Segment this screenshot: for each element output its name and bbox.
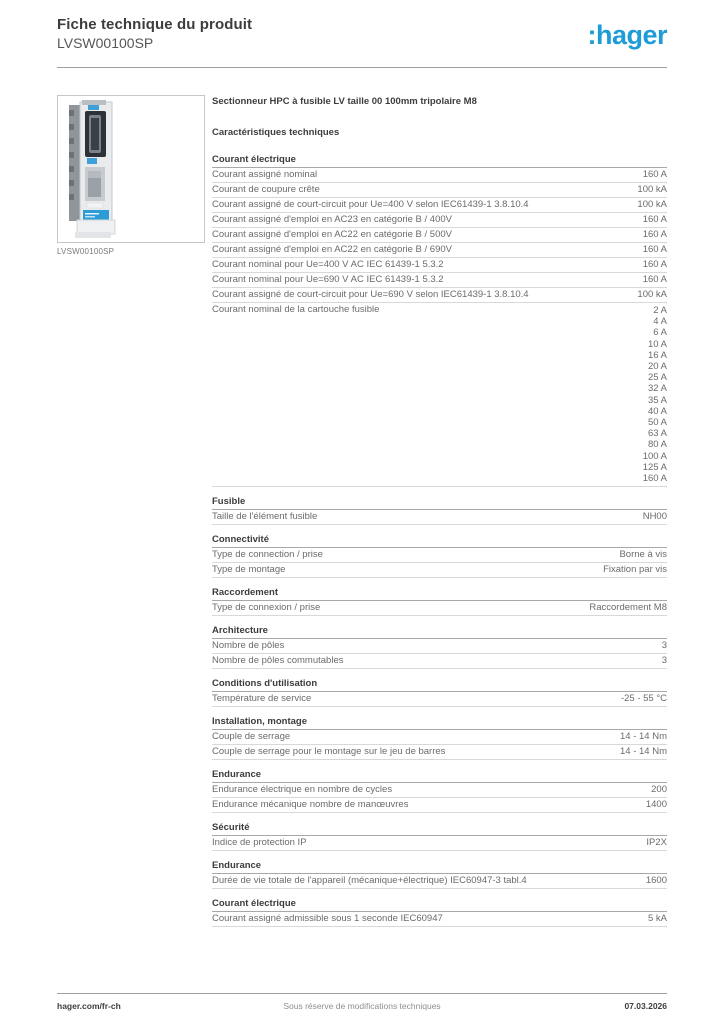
- row-value: Raccordement M8: [589, 602, 667, 614]
- row-label: Type de connection / prise: [212, 549, 323, 561]
- row-value: 100 kA: [637, 289, 667, 300]
- row-value: 3: [661, 655, 667, 667]
- section-title: Raccordement: [212, 588, 667, 601]
- title-block: [57, 15, 252, 52]
- row-label: Couple de serrage pour le montage sur le jeu de barres: [212, 746, 446, 758]
- table-row: [212, 228, 667, 243]
- table-row: [212, 601, 667, 616]
- row-label: Type de montage: [212, 564, 286, 576]
- footer-note: Sous réserve de modifications techniques: [283, 1001, 441, 1011]
- row-label: Taille de l'élément fusible: [212, 511, 318, 523]
- row-value-line: 6 A: [653, 327, 667, 339]
- row-value: 100 kA: [637, 199, 667, 210]
- section-title: Courant électrique: [212, 899, 667, 912]
- row-value: 160 A: [642, 244, 667, 255]
- spec-section: [212, 861, 667, 889]
- row-value-line: 20 A: [647, 361, 667, 373]
- table-row: [212, 836, 667, 851]
- section-title: Connectivité: [212, 535, 667, 548]
- row-value-line: 2 A: [653, 305, 667, 316]
- hager-logo: :hager: [587, 20, 667, 50]
- row-label: Nombre de pôles commutables: [212, 655, 344, 667]
- row-value-line: 4 A: [653, 316, 667, 328]
- row-value: 14 - 14 Nm: [620, 746, 667, 758]
- row-value-line: 10 A: [647, 338, 667, 350]
- row-label: Courant assigné d'emploi en AC22 en catégorie B / 690V: [212, 244, 452, 255]
- row-label: Courant assigné d'emploi en AC23 en catégorie B / 400V: [212, 214, 452, 225]
- spec-section: [212, 770, 667, 813]
- table-row: [212, 198, 667, 213]
- table-row: [212, 273, 667, 288]
- row-label: Température de service: [212, 693, 312, 705]
- table-row: [212, 874, 667, 889]
- row-value: 1400: [645, 799, 667, 811]
- spec-section: [212, 588, 667, 616]
- section-title: Fusible: [212, 497, 667, 510]
- row-label: Courant assigné d'emploi en AC22 en catégorie B / 500V: [212, 229, 452, 240]
- table-row: [212, 288, 667, 303]
- characteristics-title: Caractéristiques techniques: [212, 127, 340, 138]
- row-value: 14 - 14 Nm: [620, 731, 667, 743]
- spec-section: [212, 535, 667, 578]
- row-value: 160 A: [642, 274, 667, 285]
- row-label: Couple de serrage: [212, 731, 291, 743]
- table-row: [212, 798, 667, 813]
- page-title: Fiche technique du produit: [57, 16, 253, 33]
- row-value: Borne à vis: [619, 549, 667, 561]
- table-row: [212, 168, 667, 183]
- spec-section: [212, 497, 667, 525]
- spec-section: [212, 626, 667, 669]
- table-row: [212, 730, 667, 745]
- row-label: Courant assigné de court-circuit pour Ue=400 V selon IEC61439-1 3.8.10.4: [212, 199, 529, 210]
- table-row: [212, 745, 667, 760]
- row-value: -25 - 55 °C: [620, 693, 667, 705]
- row-value-line: 80 A: [647, 439, 667, 451]
- product-reference: LVSW00100SP: [57, 35, 154, 51]
- table-row: [212, 654, 667, 669]
- row-label: Courant assigné de court-circuit pour Ue=690 V selon IEC61439-1 3.8.10.4: [212, 289, 529, 300]
- table-row: [212, 258, 667, 273]
- footer: [57, 993, 667, 1011]
- product-figure: [57, 95, 205, 256]
- section-title: Architecture: [212, 626, 667, 639]
- fuse-switch-product-image: [58, 96, 204, 242]
- row-label: Courant nominal pour Ue=400 V AC IEC 61439-1 5.3.2: [212, 259, 444, 270]
- table-row: [212, 303, 667, 487]
- section-title: Sécurité: [212, 823, 667, 836]
- product-image-caption: LVSW00100SP: [57, 247, 115, 256]
- row-value: Fixation par vis: [603, 564, 667, 576]
- row-value-line: 63 A: [647, 428, 667, 440]
- row-value-line: 160 A: [642, 473, 667, 485]
- section-title: Conditions d'utilisation: [212, 679, 667, 692]
- row-value-line: 125 A: [642, 461, 667, 473]
- row-value-line: 16 A: [647, 349, 667, 361]
- section-title: Endurance: [212, 861, 667, 874]
- row-value-line: 25 A: [647, 372, 667, 384]
- footer-link[interactable]: hager.com/fr-ch: [57, 1001, 121, 1011]
- section-title: Installation, montage: [212, 717, 667, 730]
- row-value-line: 35 A: [647, 394, 667, 406]
- spec-section: [212, 155, 667, 487]
- row-label: Durée de vie totale de l'appareil (mécanique+électrique) IEC60947-3 tabl.4: [212, 875, 527, 887]
- spec-section: [212, 679, 667, 707]
- row-value: NH00: [642, 511, 667, 523]
- row-value-line: 100 A: [642, 450, 667, 462]
- row-label: Indice de protection IP: [212, 837, 307, 849]
- specs-column: [212, 90, 667, 927]
- row-label: Courant nominal de la cartouche fusible: [212, 304, 380, 315]
- table-row: [212, 213, 667, 228]
- row-value: 200: [651, 784, 667, 796]
- table-row: [212, 692, 667, 707]
- row-label: Courant assigné admissible sous 1 seconde IEC60947: [212, 913, 443, 925]
- table-row: [212, 912, 667, 927]
- row-value: 160 A: [642, 169, 667, 180]
- row-label: Type de connexion / prise: [212, 602, 321, 614]
- row-value-line: 50 A: [647, 417, 667, 429]
- spec-section: [212, 717, 667, 760]
- row-value: [643, 305, 667, 484]
- row-value: 5 kA: [647, 913, 667, 925]
- row-label: Nombre de pôles: [212, 640, 285, 652]
- row-value: 160 A: [642, 229, 667, 240]
- table-row: [212, 183, 667, 198]
- row-label: Courant assigné nominal: [212, 169, 318, 180]
- spec-section: [212, 823, 667, 851]
- table-row: [212, 510, 667, 525]
- table-row: [212, 548, 667, 563]
- row-value: 100 kA: [637, 184, 667, 195]
- product-name: Sectionneur HPC à fusible LV taille 00 100mm tripolaire M8: [212, 96, 477, 107]
- row-label: Endurance électrique en nombre de cycles: [212, 784, 393, 796]
- header: [57, 0, 667, 68]
- row-label: Courant de coupure crête: [212, 184, 320, 195]
- table-row: [212, 243, 667, 258]
- table-row: [212, 783, 667, 798]
- row-value: 3: [661, 640, 667, 652]
- table-row: [212, 563, 667, 578]
- row-value: 160 A: [642, 214, 667, 225]
- spec-sections: [212, 155, 667, 927]
- row-label: Courant nominal pour Ue=690 V AC IEC 61439-1 5.3.2: [212, 274, 444, 285]
- row-value-line: 32 A: [647, 383, 667, 395]
- section-title: Endurance: [212, 770, 667, 783]
- footer-date: 07.03.2026: [624, 1001, 667, 1011]
- spec-section: [212, 899, 667, 927]
- row-value: 1600: [645, 875, 667, 887]
- row-value: IP2X: [646, 837, 667, 849]
- row-label: Endurance mécanique nombre de manœuvres: [212, 799, 409, 811]
- section-title: Courant électrique: [212, 155, 667, 168]
- product-image-frame: [57, 95, 205, 243]
- row-value: 160 A: [642, 259, 667, 270]
- row-value-line: 40 A: [647, 405, 667, 417]
- table-row: [212, 639, 667, 654]
